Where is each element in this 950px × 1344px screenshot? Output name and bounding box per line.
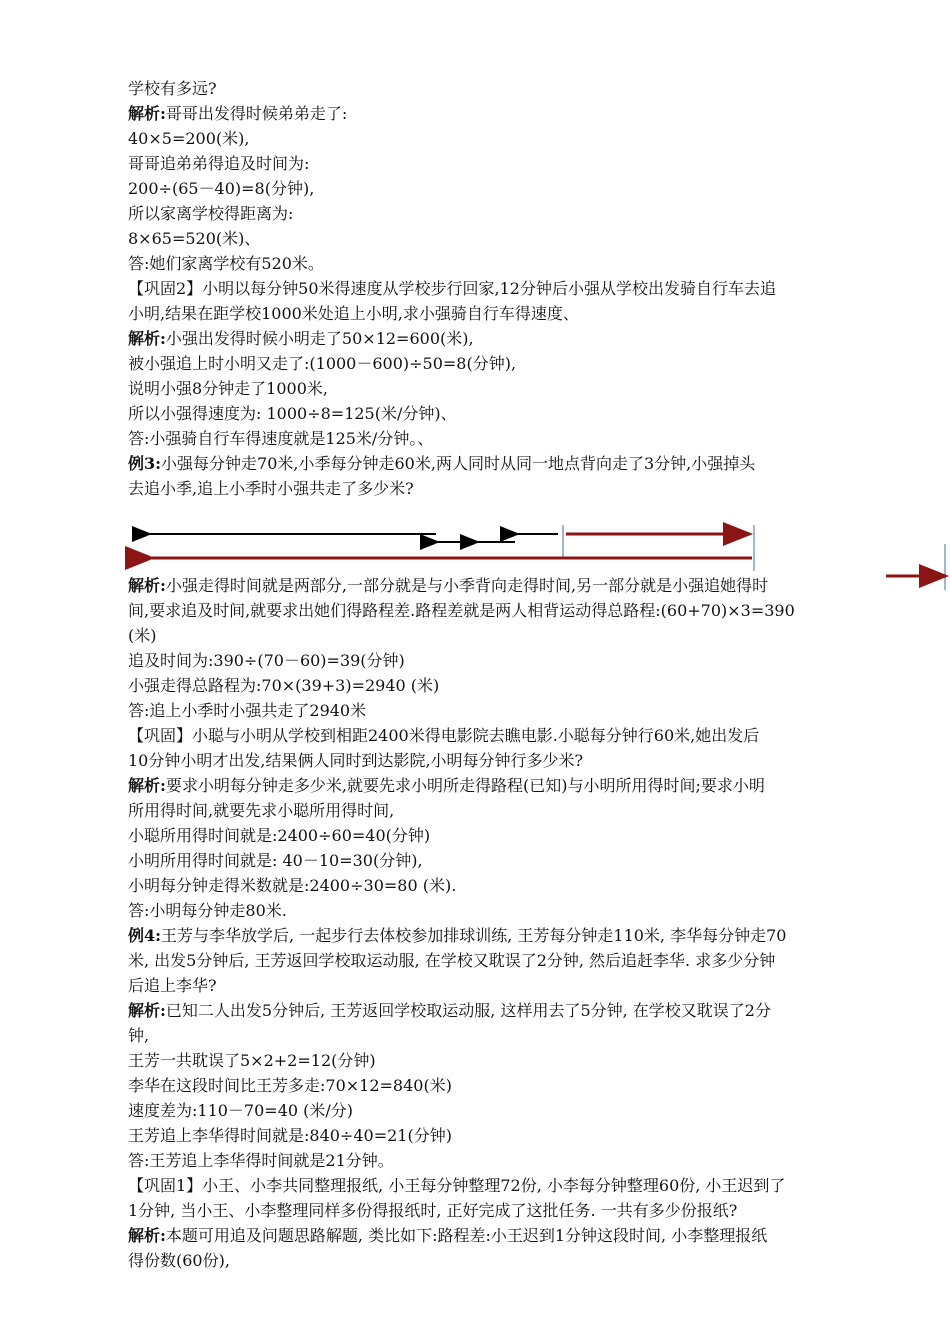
line-label: 解析:: [128, 104, 166, 123]
line-label: 例4:: [128, 926, 162, 945]
text-line: [128, 326, 896, 351]
text-line: [128, 76, 896, 101]
text-line: [128, 376, 896, 401]
line-text: 米, 出发5分钟后, 王芳返回学校取运动服, 在学校又耽误了2分钟, 然后追赶李华. 求多少分钟: [128, 951, 776, 970]
text-line: [128, 476, 896, 501]
text-line: [128, 798, 896, 823]
text-line: [128, 748, 896, 773]
text-line: [128, 573, 896, 598]
text-line: [128, 176, 896, 201]
line-text: 钟,: [128, 1026, 150, 1045]
line-text: 小强走得时间就是两部分,一部分就是与小季背向走得时间,另一部分就是小强追她得时: [165, 576, 769, 595]
text-line: [128, 276, 896, 301]
text-line: [128, 673, 896, 698]
line-text: 去追小季,追上小季时小强共走了多少米?: [128, 479, 414, 498]
text-line: [128, 1148, 896, 1173]
line-text: 所以小强得速度为: 1000÷8=125(米/分钟)、: [128, 404, 457, 423]
text-line: [128, 1123, 896, 1148]
text-line: [128, 151, 896, 176]
text-line: [128, 1198, 896, 1223]
line-text: 哥哥出发得时候弟弟走了:: [165, 104, 348, 123]
line-text: 已知二人出发5分钟后, 王芳返回学校取运动服, 这样用去了5分钟, 在学校又耽误了2分: [165, 1001, 771, 1020]
line-text: 速度差为:110－70=40 (米/分): [128, 1101, 354, 1120]
line-text: 小强走得总路程为:70×(39+3)=2940 (米): [128, 676, 440, 695]
text-line: [128, 1248, 896, 1273]
line-label: 例3:: [128, 454, 162, 473]
line-label: 解析:: [128, 1226, 166, 1245]
line-text: 学校有多远?: [128, 79, 217, 98]
line-text: 间,要求追及时间,就要求出她们得路程差.路程差就是两人相背运动得总路程:(60+70)×3=390: [128, 601, 795, 620]
line-text: 【巩固2】小明以每分钟50米得速度从学校步行回家,12分钟后小强从学校出发骑自行车去追: [128, 279, 776, 298]
text-line: [128, 1098, 896, 1123]
text-line: [128, 648, 896, 673]
line-text: 所用得时间,就要先求小聪所用得时间,: [128, 801, 395, 820]
text-line: [128, 1223, 896, 1248]
text-line: [128, 948, 896, 973]
text-block-bottom: [128, 573, 896, 1273]
line-text: 王芳与李华放学后, 一起步行去体校参加排球训练, 王芳每分钟走110米, 李华每分钟走70: [161, 926, 787, 945]
text-line: [128, 898, 896, 923]
line-label: 解析:: [128, 576, 166, 595]
line-text: 答:追上小季时小强共走了2940米: [128, 701, 367, 720]
line-text: 40×5=200(米),: [128, 129, 250, 148]
text-line: [128, 101, 896, 126]
line-text: 小强每分钟走70米,小季每分钟走60米,两人同时从同一地点背向走了3分钟,小强掉头: [161, 454, 756, 473]
line-text: 答:她们家离学校有520米。: [128, 254, 324, 273]
text-line: [128, 351, 896, 376]
text-line: [128, 848, 896, 873]
text-line: [128, 823, 896, 848]
text-line: [128, 1173, 896, 1198]
text-line: [128, 998, 896, 1023]
line-text: 李华在这段时间比王芳多走:70×12=840(米): [128, 1076, 452, 1095]
text-line: [128, 598, 896, 623]
text-line: [128, 301, 896, 326]
text-line: [128, 873, 896, 898]
text-line: [128, 623, 896, 648]
text-line: [128, 723, 896, 748]
text-line: [128, 923, 896, 948]
line-text: (米): [128, 626, 157, 645]
line-text: 小明所用得时间就是: 40－10=30(分钟),: [128, 851, 423, 870]
line-text: 得份数(60份),: [128, 1251, 230, 1270]
line-text: 答:小明每分钟走80米.: [128, 901, 287, 920]
text-line: [128, 1023, 896, 1048]
line-text: 小明每分钟走得米数就是:2400÷30=80 (米).: [128, 876, 457, 895]
text-line: [128, 426, 896, 451]
line-label: 解析:: [128, 1001, 166, 1020]
line-text: 本题可用追及问题思路解题, 类比如下:路程差:小王迟到1分钟这段时间, 小李整理报纸: [165, 1226, 768, 1245]
line-text: 小强出发得时候小明走了50×12=600(米),: [165, 329, 474, 348]
text-line: [128, 773, 896, 798]
line-text: 小聪所用得时间就是:2400÷60=40(分钟): [128, 826, 431, 845]
line-text: 所以家离学校得距离为:: [128, 204, 294, 223]
text-line: [128, 226, 896, 251]
text-line: [128, 1073, 896, 1098]
line-text: 后追上李华?: [128, 976, 217, 995]
line-text: 追及时间为:390÷(70－60)=39(分钟): [128, 651, 405, 670]
line-label: 解析:: [128, 776, 166, 795]
text-line: [128, 401, 896, 426]
line-text: 王芳追上李华得时间就是:840÷40=21(分钟): [128, 1126, 452, 1145]
line-text: 小明,结果在距学校1000米处追上小明,求小强骑自行车得速度、: [128, 304, 579, 323]
line-text: 要求小明每分钟走多少米,就要先求小明所走得路程(已知)与小明所用得时间;要求小明: [165, 776, 765, 795]
text-line: [128, 1048, 896, 1073]
line-text: 答:小强骑自行车得速度就是125米/分钟。、: [128, 429, 434, 448]
line-label: 解析:: [128, 329, 166, 348]
line-text: 王芳一共耽误了5×2+2=12(分钟): [128, 1051, 376, 1070]
text-line: [128, 201, 896, 226]
line-text: 【巩固】小聪与小明从学校到相距2400米得电影院去瞧电影.小聪每分钟行60米,她出发后: [128, 726, 760, 745]
text-line: [128, 451, 896, 476]
text-line: [128, 126, 896, 151]
line-text: 8×65=520(米)、: [128, 229, 261, 248]
line-text: 【巩固1】小王、小李共同整理报纸, 小王每分钟整理72份, 小李每分钟整理60份, 小王迟到了: [128, 1176, 786, 1195]
line-text: 答:王芳追上李华得时间就是21分钟。: [128, 1151, 394, 1170]
line-text: 200÷(65－40)=8(分钟),: [128, 179, 315, 198]
line-text: 说明小强8分钟走了1000米,: [128, 379, 328, 398]
text-line: [128, 698, 896, 723]
text-line: [128, 973, 896, 998]
text-block-top: [128, 76, 896, 501]
text-line: [128, 251, 896, 276]
line-text: 哥哥追弟弟得追及时间为:: [128, 154, 310, 173]
line-text: 10分钟小明才出发,结果俩人同时到达影院,小明每分钟行多少米?: [128, 751, 584, 770]
line-text: 被小强追上时小明又走了:(1000－600)÷50=8(分钟),: [128, 354, 517, 373]
line-text: 1分钟, 当小王、小李整理同样多份得报纸时, 正好完成了这批任务. 一共有多少份报纸?: [128, 1201, 738, 1220]
